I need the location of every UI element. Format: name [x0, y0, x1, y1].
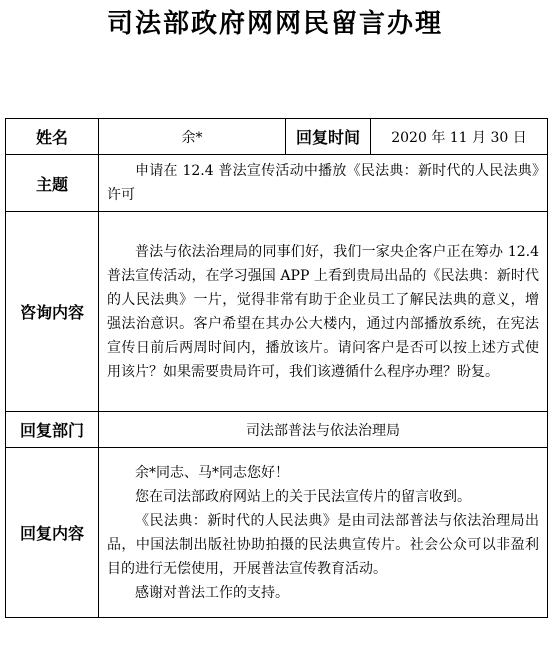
subject-row: [6, 155, 548, 212]
consult-value: 普法与依法治理局的同事们好，我们一家央企客户正在筹办 12.4 普法宣传活动，在学习强国 APP 上看到贵局出品的《民法典：新时代的人民法典》一片，觉得非常有助于企业员工了解民法典的意义，增强法治意识。客户希望在其办公大楼内，通过内部播放系统，在宪法宣传日前后两周时间内，播放该片。请问客户是否可以按上述方式使用该片？如果需要贵局许可，我们该遵循什么程序办理？盼复。: [107, 243, 539, 380]
reply-cell: [99, 448, 548, 618]
reply-time-value: 2020 年 11 月 30 日: [371, 119, 548, 155]
consult-row: [6, 212, 548, 412]
name-label: 姓名: [6, 119, 99, 155]
dept-row: [6, 412, 548, 448]
consult-cell: [99, 212, 548, 412]
reply-paragraph: 《民法典：新时代的人民法典》是由司法部普法与依法治理局出品，中国法制出版社协助拍摄的民法典宣传片。社会公众可以非盈利目的进行无偿使用，开展普法宣传教育活动。: [107, 512, 539, 577]
document-title: 司法部政府网网民留言办理: [106, 9, 443, 39]
reply-time-label: 回复时间: [286, 119, 371, 155]
reply-paragraph: 您在司法部政府网站上的关于民法宣传片的留言收到。: [135, 488, 471, 505]
message-form-table: [5, 118, 548, 618]
name-value: 余*: [99, 119, 286, 155]
subject-cell: [99, 155, 548, 212]
subject-value: 申请在 12.4 普法宣传活动中播放《民法典：新时代的人民法典》许可: [107, 163, 539, 203]
reply-label: 回复内容: [6, 448, 99, 618]
subject-label: 主题: [6, 155, 99, 212]
dept-label: 回复部门: [6, 412, 99, 448]
consult-label: 咨询内容: [6, 212, 99, 412]
reply-paragraph: 余*同志、马*同志您好！: [135, 464, 289, 481]
dept-value: 司法部普法与依法治理局: [99, 412, 548, 448]
reply-row: [6, 448, 548, 618]
name-row: [6, 119, 548, 155]
reply-paragraph: 感谢对普法工作的支持。: [135, 584, 289, 601]
